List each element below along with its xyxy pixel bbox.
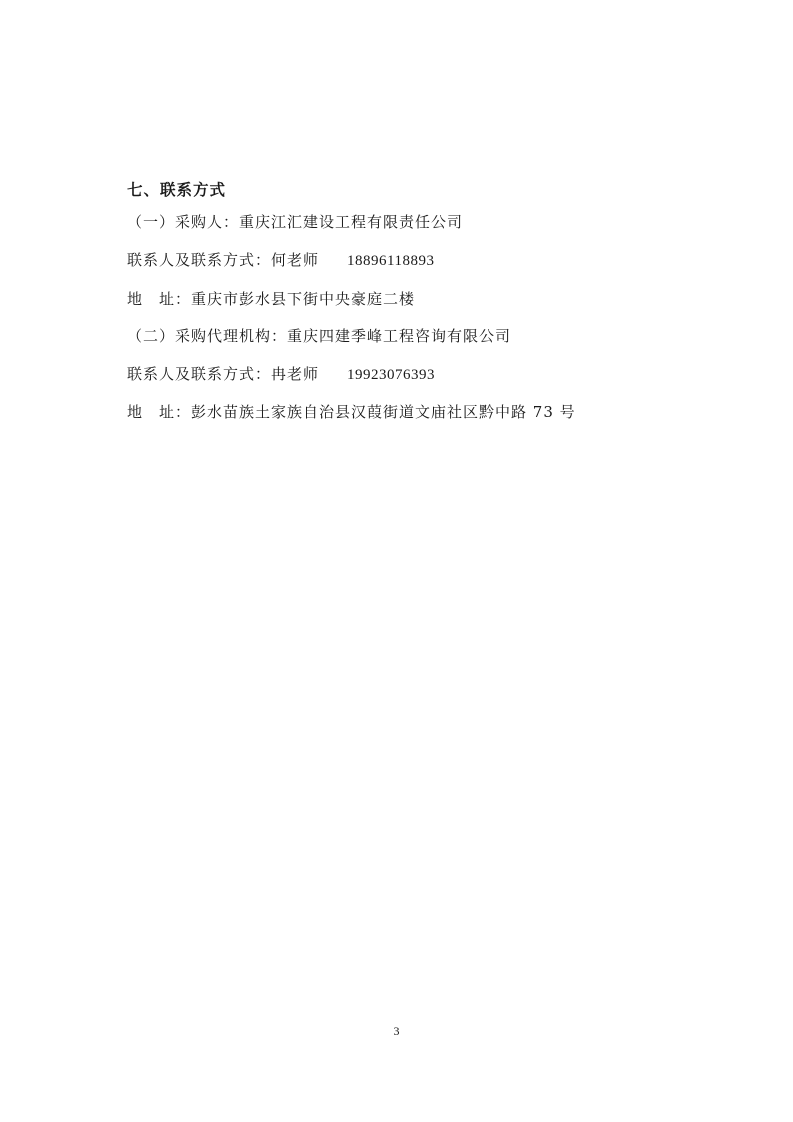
- purchaser-contact: [127, 250, 434, 271]
- agency-line: （二）采购代理机构：重庆四建季峰工程咨询有限公司: [127, 327, 512, 345]
- purchaser-line: （一）采购人：重庆江汇建设工程有限责任公司: [127, 213, 464, 231]
- agency-contact: [127, 364, 435, 385]
- agency-address: 地 址：彭水苗族土家族自治县汉葭街道文庙社区黔中路 73 号: [127, 403, 576, 421]
- agency-contact-label: 联系人及联系方式：冉老师: [127, 365, 320, 383]
- agency-phone: 19923076393: [347, 367, 436, 383]
- section-heading: 七、联系方式: [127, 180, 227, 199]
- purchaser-contact-label: 联系人及联系方式：何老师: [127, 251, 320, 269]
- page-number: 3: [393, 1024, 400, 1038]
- purchaser-phone: 18896118893: [347, 253, 435, 269]
- purchaser-address: 地 址：重庆市彭水县下街中央豪庭二楼: [127, 290, 416, 308]
